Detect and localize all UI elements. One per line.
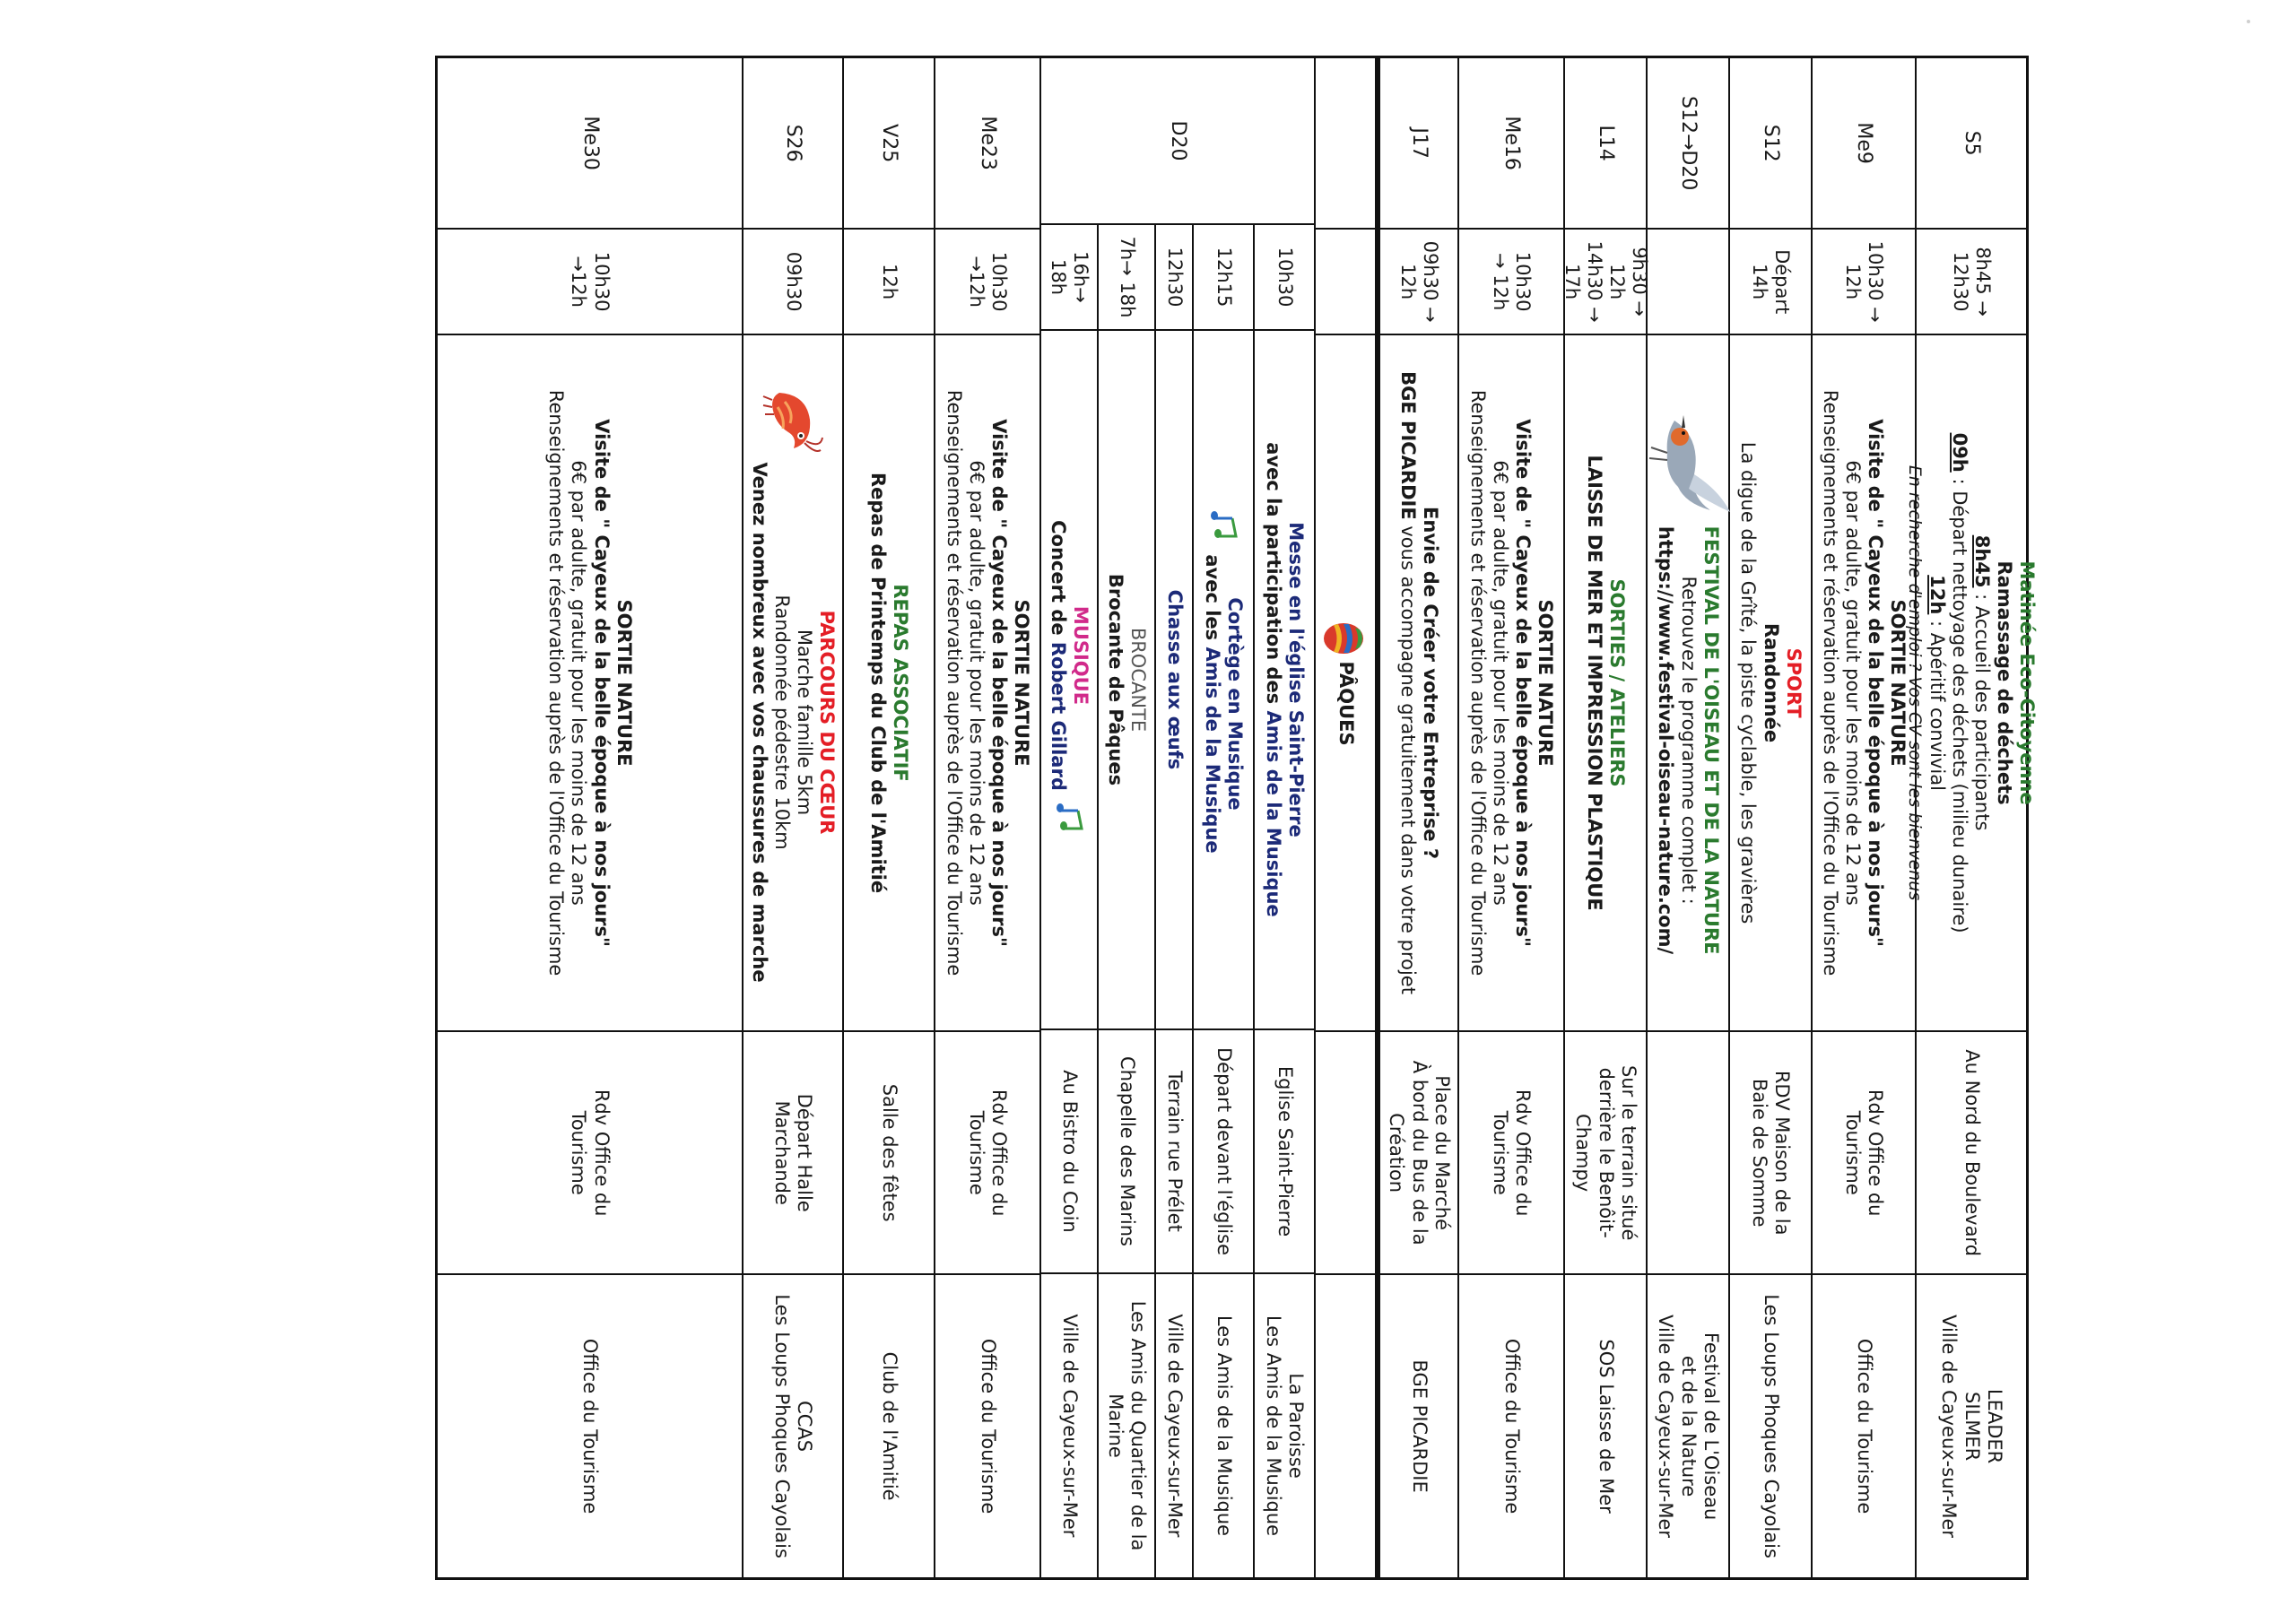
description-cell: SORTIES / ATELIERS LAISSE DE MER ET IMPRESSION PLASTIQUE — [1565, 334, 1646, 1030]
easter-egg-icon — [1322, 621, 1369, 656]
description-cell: PÂQUES — [1316, 334, 1375, 1030]
d20-group — [1041, 58, 1316, 1577]
day-cell: Me16 — [1500, 116, 1524, 170]
table-row — [935, 58, 1041, 1577]
description-cell: Chasse aux œufs — [1156, 329, 1192, 1028]
location-cell: Sur le terrain situé derrière le Benôit- Champy — [1565, 1030, 1646, 1273]
hour-cell: 12h15 — [1194, 223, 1253, 329]
location-cell: RDV Maison de la Baie de Somme — [1730, 1030, 1811, 1273]
table-row — [1905, 58, 2039, 1577]
table-row — [1813, 58, 1917, 1577]
day-cell — [1316, 58, 1375, 228]
shrimp-mascot-icon — [761, 384, 824, 456]
organizer-cell: Office du Tourisme — [1459, 1273, 1563, 1577]
hour-cell: Départ 14h — [1730, 228, 1811, 334]
location-cell: Rdv Office du Tourisme — [1813, 1030, 1915, 1273]
organizer-cell: La Paroisse Les Amis de la Musique — [1255, 1272, 1314, 1577]
organizer-cell: SOS Laisse de Mer — [1565, 1273, 1646, 1577]
description-cell: Matinée Eco-Citoyenne Ramassage de déchets 8h45 : Accueil des participants 09h : Départ nettoyage des déchets (milieu dunaire) 12h : Apéritif convivial En recherche d'emploi ? Vos CV sont les bienvenus — [1917, 334, 2026, 1030]
organizer-cell: LEADER SILMER Ville de Cayeux-sur-Mer — [1917, 1273, 2026, 1577]
organizer-cell: Ville de Cayeux-sur-Mer — [1041, 1272, 1097, 1577]
location-cell: Rdv Office du Tourisme — [438, 1030, 742, 1273]
organizer-cell: Les Amis du Quartier de la Marine — [1099, 1272, 1154, 1577]
table-row — [1041, 223, 1099, 1577]
description-cell: BROCANTE Brocante de Pâques — [1099, 329, 1154, 1028]
hour-cell: 12h — [844, 228, 934, 334]
organizer-cell: Club de l'Amitié — [844, 1273, 934, 1577]
table-row — [1459, 58, 1565, 1577]
location-cell: Chapelle des Marins — [1099, 1028, 1154, 1272]
day-cell: J17 — [1408, 127, 1431, 159]
table-row — [1648, 58, 1730, 1577]
description-cell: FESTIVAL DE L'OISEAU ET DE LA NATURE Retrouvez le programme complet : https://www.festival-oiseau-nature.com/ — [1648, 334, 1728, 1030]
table-row — [1099, 223, 1156, 1577]
table-row — [1561, 58, 1651, 1577]
hour-cell: 09h30 → 12h — [1380, 228, 1457, 334]
table-row — [438, 58, 744, 1577]
hour-cell: 16h→ 18h — [1041, 223, 1097, 329]
organizer-cell: Les Amis de la Musique — [1194, 1272, 1253, 1577]
hour-cell: 10h30 →12h — [438, 228, 742, 334]
organizer-cell: Office du Tourisme — [438, 1273, 742, 1577]
table-row — [1380, 58, 1459, 1577]
day-cell: S26 — [782, 124, 805, 162]
description-cell: PARCOURS DU CŒUR Marche famille 5km Randonnée pédestre 10km Venez nombreux avec vos chaussures de marche — [744, 334, 842, 1030]
location-cell: Terrain rue Prélet — [1156, 1028, 1192, 1272]
day-cell: V25 — [878, 124, 901, 163]
location-cell: Départ devant l'église — [1194, 1028, 1253, 1272]
description-cell: SPORT Randonnée La digue de la Grîté, la piste cyclable, les gravières — [1730, 334, 1811, 1030]
day-cell: L14 — [1595, 125, 1618, 161]
organizer-cell: BGE PICARDIE — [1380, 1273, 1457, 1577]
organizer-cell: Les Loups Phoques Cayolais — [1730, 1273, 1811, 1577]
description-cell: SORTIE NATURE Visite de " Cayeux de la belle époque à nos jours" 6€ par adulte, gratuit pour les moins de 12 ans Renseignements et réservation auprès de l'Office du Tourisme — [1459, 334, 1563, 1030]
location-cell: Eglise Saint-Pierre — [1255, 1028, 1314, 1272]
day-cell: S12→D20 — [1677, 96, 1700, 191]
day-cell: Me9 — [1853, 122, 1876, 164]
music-notes-icon — [1055, 803, 1083, 834]
day-cell: S5 — [1961, 130, 1984, 156]
organizer-cell: Ville de Cayeux-sur-Mer — [1156, 1272, 1192, 1577]
description-cell: SORTIE NATURE Visite de " Cayeux de la belle époque à nos jours" 6€ par adulte, gratuit pour les moins de 12 ans Renseignements et réservation auprès de l'Office du Tourisme — [438, 334, 742, 1030]
music-notes-icon — [1209, 511, 1238, 542]
location-cell: Au Nord du Boulevard — [1917, 1030, 2026, 1273]
hour-cell: 10h30 →12h — [935, 228, 1039, 334]
table-row — [1255, 223, 1314, 1577]
location-cell: Rdv Office du Tourisme — [935, 1030, 1039, 1273]
hour-cell: 10h30 → 12h — [1813, 228, 1915, 334]
location-cell — [1648, 1030, 1728, 1273]
day-cell: D20 — [1167, 120, 1190, 161]
day-cell: Me23 — [977, 116, 1000, 170]
location-cell: Au Bistro du Coin — [1041, 1028, 1097, 1272]
description-cell: Envie de Créer votre Entreprise ? BGE PICARDIE vous accompagne gratuitement dans votre projet — [1380, 334, 1457, 1030]
table-row — [1156, 223, 1194, 1577]
description-cell: Cortège en Musique avec les Amis de la Musique — [1194, 329, 1253, 1028]
day-cell: S12 — [1760, 124, 1783, 162]
organizer-cell: Office du Tourisme — [935, 1273, 1039, 1577]
table-row — [1316, 58, 1380, 1577]
location-cell: Salle des fêtes — [844, 1030, 934, 1273]
description-cell: SORTIE NATURE Visite de " Cayeux de la belle époque à nos jours" 6€ par adulte, gratuit pour les moins de 12 ans Renseignements et réservation auprès de l'Office du Tourisme — [1813, 334, 1915, 1030]
events-table — [435, 56, 2039, 1580]
organizer-cell: Office du Tourisme — [1813, 1273, 1915, 1577]
hour-cell: 12h30 — [1156, 223, 1192, 329]
organizer-cell — [1316, 1273, 1375, 1577]
hour-cell: 10h30 → 12h — [1459, 228, 1563, 334]
description-cell: Messe en l'église Saint-Pierre avec la participation des Amis de la Musique — [1255, 329, 1314, 1028]
organizer-cell: CCAS Les Loups Phoques Cayolais — [744, 1273, 842, 1577]
festival-link[interactable]: https://www.festival-oiseau-nature.com/ — [1655, 525, 1677, 955]
hour-cell — [1648, 228, 1728, 334]
table-row — [1194, 223, 1255, 1577]
description-cell: REPAS ASSOCIATIF Repas de Printemps du Club de l'Amitié — [844, 334, 934, 1030]
organizer-cell: Festival de L'Oiseau et de la Nature Ville de Cayeux-sur-Mer — [1648, 1273, 1728, 1577]
scan-speck — [2247, 20, 2250, 23]
hour-cell — [1316, 228, 1375, 334]
hour-cell: 8h45 → 12h30 — [1917, 228, 2026, 334]
location-cell: Place du Marché À bord du Bus de la Création — [1380, 1030, 1457, 1273]
hour-cell: 7h→ 18h — [1099, 223, 1154, 329]
location-cell: Départ Halle Marchande — [744, 1030, 842, 1273]
table-row — [1730, 58, 1813, 1577]
day-cell: Me30 — [578, 116, 602, 170]
location-cell — [1316, 1030, 1375, 1273]
hour-cell: 10h30 — [1255, 223, 1314, 329]
location-cell: Rdv Office du Tourisme — [1459, 1030, 1563, 1273]
events-table-rotated — [435, 56, 2039, 1580]
d20-subrows — [1041, 223, 1314, 1577]
table-row — [744, 58, 844, 1577]
description-cell: SORTIE NATURE Visite de " Cayeux de la belle époque à nos jours" 6€ par adulte, gratuit pour les moins de 12 ans Renseignements et réservation auprès de l'Office du Tourisme — [935, 334, 1039, 1030]
description-cell: MUSIQUE Concert de Robert Gillard — [1041, 329, 1097, 1028]
hour-cell: 09h30 — [744, 228, 842, 334]
bird-icon — [1639, 412, 1737, 519]
table-row — [844, 58, 935, 1577]
hour-cell: 9h30 → 12h 14h30 → 17h — [1565, 228, 1646, 334]
